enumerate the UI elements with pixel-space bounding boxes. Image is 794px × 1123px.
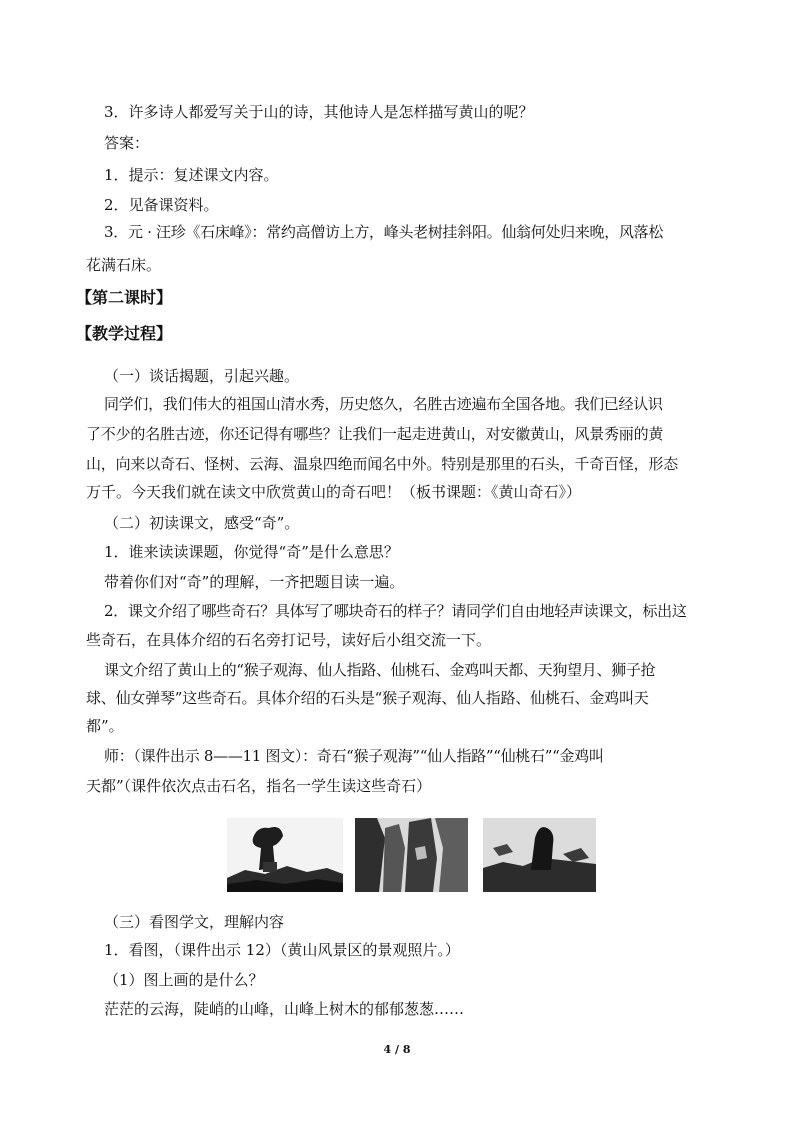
section-2-question-2-line: 些奇石，在具体介绍的石名旁打记号，读好后小组交流一下。 [86, 631, 492, 649]
section-2-teacher-line: 天都”（课件依次点击石名，指名一学生读这些奇石） [86, 777, 432, 795]
photo-monkey-watching-sea [227, 818, 343, 892]
answer-label: 答案： [104, 134, 150, 152]
section-1-paragraph-line: 山，向来以奇石、怪树、云海、温泉四绝而闻名中外。特别是那里的石头，千奇百怪，形态 [86, 455, 679, 473]
section-2-answer-line: 都”。 [86, 717, 124, 735]
answer-2: 2．见备课资料。 [104, 196, 219, 214]
section-2-title: （二）初读课文，感受“奇”。 [104, 514, 300, 532]
section-2-answer-line: 球、仙女弹琴”这些奇石。具体介绍的石头是“猴子观海、仙人指路、仙桃石、金鸡叫天 [86, 689, 649, 707]
section-1-paragraph-line: 万千。今天我们就在读文中欣赏黄山的奇石吧！（板书课题：《黄山奇石》） [86, 483, 582, 501]
section-2-answer-line: 课文介绍了黄山上的“猴子观海、仙人指路、仙桃石、金鸡叫天都、天狗望月、狮子抢 [104, 661, 656, 679]
page-number: 4 / 8 [383, 1043, 411, 1056]
section-3-item-1: 1．看图，（课件出示 12）（黄山风景区的景观照片。） [104, 941, 460, 959]
section-1-title: （一）谈话揭题，引起兴趣。 [104, 367, 300, 385]
answer-3-line-2: 花满石床。 [86, 256, 162, 274]
section-1-paragraph-line: 了不少的名胜古迹，你还记得有哪些？让我们一起走进黄山，对安徽黄山，风景秀丽的黄 [86, 425, 664, 443]
section-3-item-1-subquestion: （1）图上画的是什么？ [104, 971, 264, 989]
answer-1: 1．提示：复述课文内容。 [104, 166, 279, 184]
photo-golden-rooster [483, 818, 596, 892]
section-3-title: （三）看图学文，理解内容 [104, 913, 285, 931]
heading-teaching-process: 【教学过程】 [76, 324, 173, 343]
section-2-question-1: 1．谁来读读课题，你觉得“奇”是什么意思？ [104, 543, 399, 561]
photo-immortal-pointing-way [355, 818, 468, 892]
question-3: 3．许多诗人都爱写关于山的诗，其他诗人是怎样描写黄山的呢？ [104, 103, 534, 121]
section-2-question-2-line: 2．课文介绍了哪些奇石？具体写了哪块奇石的样子？请同学们自由地轻声读课文，标出这 [104, 602, 687, 620]
section-1-paragraph-line: 同学们，我们伟大的祖国山清水秀，历史悠久，名胜古迹遍布全国各地。我们已经认识 [104, 395, 663, 413]
heading-second-lesson: 【第二课时】 [76, 288, 173, 307]
answer-3-line-1: 3．元 · 汪珍《石床峰》：常约高僧访上方，峰头老树挂斜阳。仙翁何处归来晚，风落松 [104, 223, 664, 241]
section-3-item-1-answer: 茫茫的云海，陡峭的山峰，山峰上树木的郁郁葱葱…… [104, 1000, 465, 1018]
section-2-question-1-followup: 带着你们对“奇”的理解，一齐把题目读一遍。 [104, 573, 405, 591]
section-2-teacher-line: 师：（课件出示 8——11 图文）：奇石“猴子观海”“仙人指路”“仙桃石”“金鸡叫 [104, 747, 604, 765]
